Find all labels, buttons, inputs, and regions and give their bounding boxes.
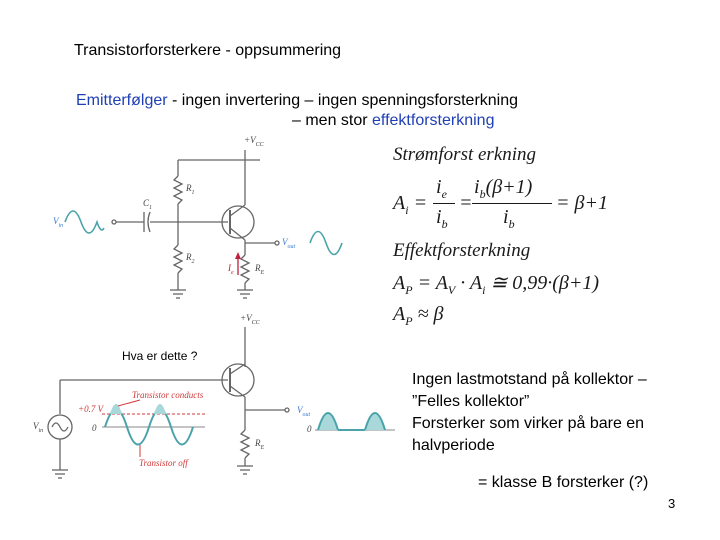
label-bottom-re: $R_E$ bbox=[255, 438, 265, 451]
capacitor-plate-2 bbox=[148, 212, 150, 232]
description-line-2: ”Felles kollektor” bbox=[412, 393, 530, 410]
resistor-r1 bbox=[174, 176, 182, 204]
subtitle-line2-prefix: – men stor bbox=[292, 112, 373, 129]
bottom-output-terminal bbox=[285, 408, 289, 412]
resistor-re bbox=[241, 255, 249, 283]
question-label: Hva er dette ? bbox=[122, 349, 198, 363]
subtitle-rest: ingen invertering – ingen spenningsforsterkning bbox=[181, 92, 519, 109]
label-bottom-vcc: $+V_{CC}$ bbox=[240, 313, 260, 326]
eq-ai-lhs: $A_i$ = bbox=[393, 192, 428, 217]
description-line-4: halvperiode bbox=[412, 437, 495, 454]
output-waveform-bottom bbox=[318, 413, 385, 430]
label-r1: $R_1$ bbox=[186, 183, 195, 196]
eq-ai-result: = β+1 bbox=[556, 192, 608, 214]
label-zero-input: 0 bbox=[92, 423, 97, 433]
eq-ai-num1: $i_e$ bbox=[436, 176, 447, 201]
slide-title: Transistorforsterkere - oppsummering bbox=[74, 42, 342, 59]
ie-arrow-head bbox=[235, 252, 241, 259]
eq-ai-num2: $i_b(\beta+1)$ bbox=[474, 176, 533, 201]
description-line-1: Ingen lastmotstand på kollektor – bbox=[412, 371, 647, 388]
label-vin: $V_{in}$ bbox=[53, 216, 64, 229]
label-c1: $C_1$ bbox=[143, 198, 153, 211]
eq-ap-line: $A_P = A_V \cdot A_i$ ≅ 0,99·(β+1) bbox=[393, 272, 600, 297]
output-waveform-top bbox=[310, 232, 342, 255]
label-transistor-conducts: Transistor conducts bbox=[132, 390, 204, 400]
heading-current-gain: Strømforst erkning bbox=[393, 144, 537, 165]
input-waveform-top bbox=[65, 211, 104, 233]
label-bottom-vin: $V_{in}$ bbox=[33, 421, 44, 434]
input-terminal bbox=[112, 220, 116, 224]
subtitle-separator: - bbox=[167, 92, 182, 109]
eq-ai-den2: $i_b$ bbox=[503, 206, 515, 231]
label-r2: $R_2$ bbox=[186, 252, 195, 265]
label-re: $R_E$ bbox=[255, 263, 265, 276]
description-line-3: Forsterker som virker på bare en bbox=[412, 415, 645, 432]
description bbox=[412, 369, 712, 457]
label-ie: $I_e$ bbox=[228, 263, 234, 276]
label-top-vcc: $+V_{CC}$ bbox=[244, 135, 264, 148]
label-vout: $V_{out}$ bbox=[282, 237, 296, 250]
eq-equals-1: = bbox=[459, 192, 473, 214]
label-bottom-vout: $V_{out}$ bbox=[297, 405, 311, 418]
ac-source-symbol bbox=[52, 423, 68, 431]
subtitle-emitter-label: Emitterfølger bbox=[76, 92, 168, 109]
label-bias: +0.7 V bbox=[78, 404, 104, 414]
subtitle-highlight: effektforsterkning bbox=[372, 112, 495, 129]
label-zero-output: 0 bbox=[307, 424, 312, 434]
bottom-resistor-re bbox=[241, 430, 249, 458]
resistor-r2 bbox=[174, 245, 182, 273]
class-b-conclusion: = klasse B forsterker (?) bbox=[478, 474, 649, 491]
eq-ai-den1: $i_b$ bbox=[436, 206, 448, 231]
label-transistor-off: Transistor off bbox=[139, 458, 188, 468]
eq-ap-approx: $A_P \approx \beta$ bbox=[393, 303, 444, 328]
conducts-pointer bbox=[118, 400, 140, 406]
emitter-follower-circuit bbox=[112, 150, 279, 298]
page-number: 3 bbox=[668, 496, 676, 511]
output-terminal bbox=[275, 241, 279, 245]
heading-power-gain: Effektforsterkning bbox=[393, 240, 531, 261]
